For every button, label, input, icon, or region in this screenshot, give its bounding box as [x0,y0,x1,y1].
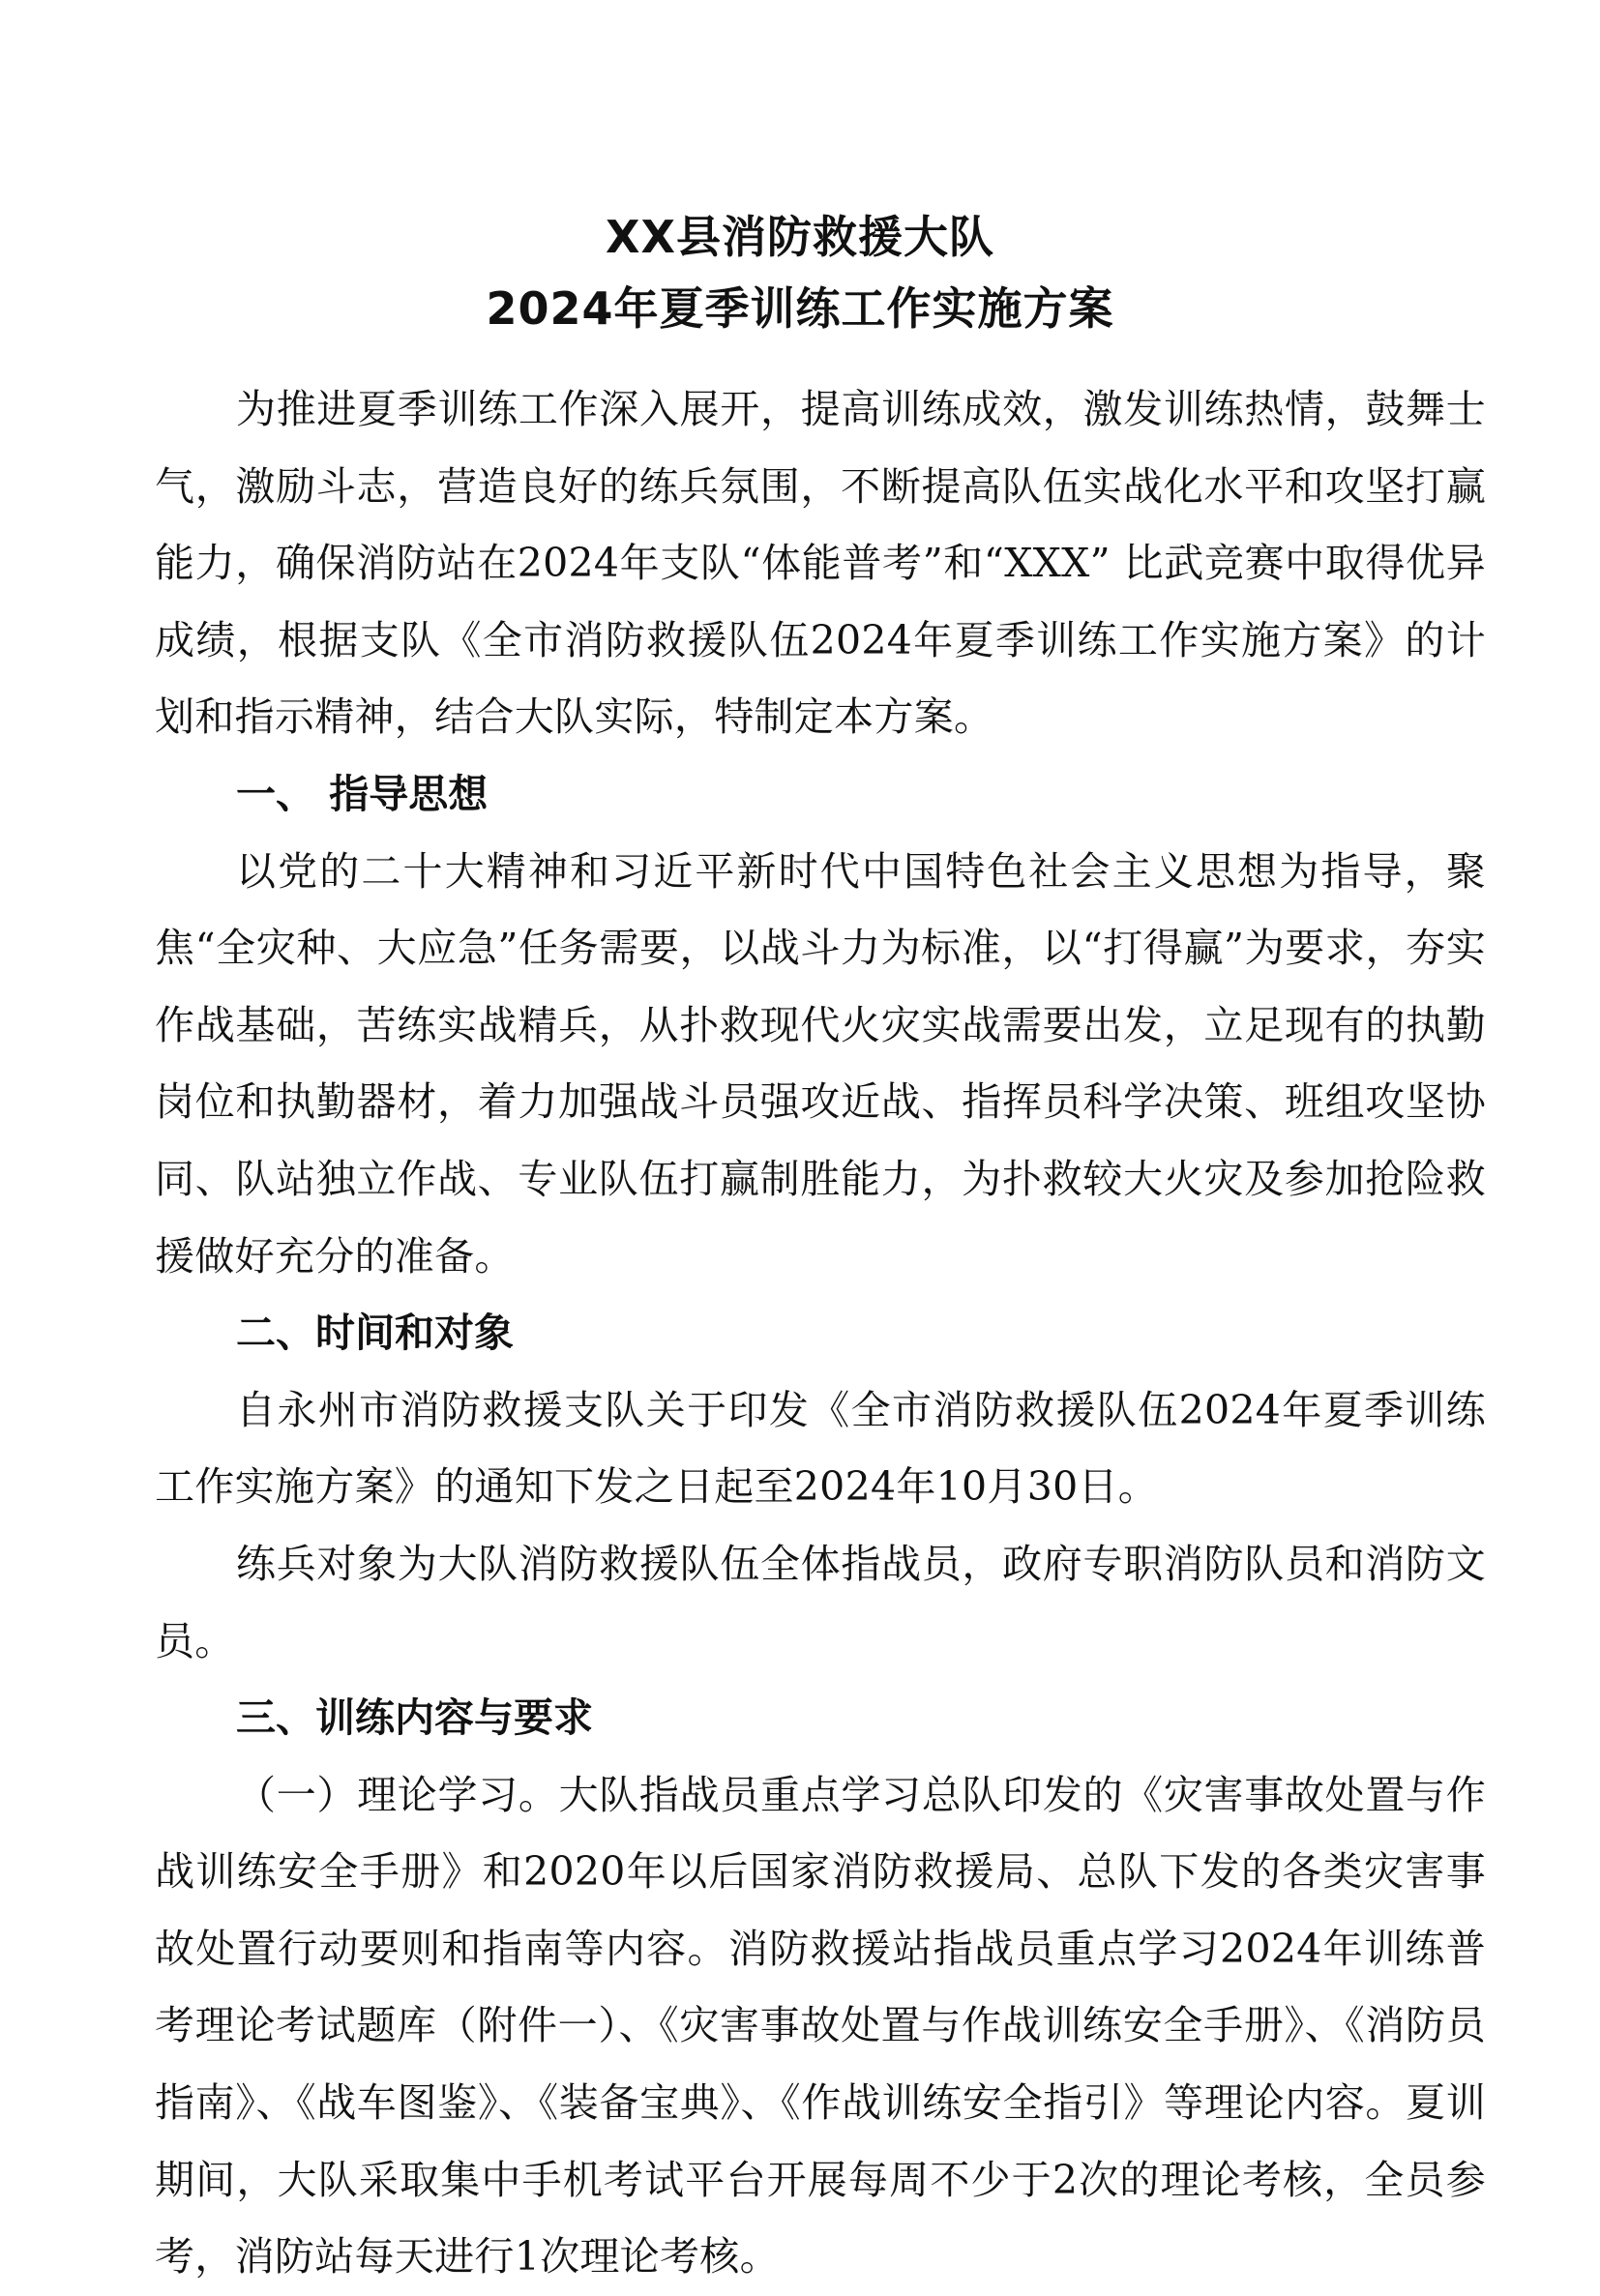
time-paragraph: 自永州市消防救援支队关于印发《全市消防救援队伍2024年夏季训练工作实施方案》的通知下发之日起至2024年10月30日。 [155,1386,1486,1511]
section-heading-time-and-targets: 二、时间和对象 [236,1310,514,1357]
targets-paragraph: 练兵对象为大队消防救援队伍全体指战员，政府专职消防队员和消防文员。 [155,1540,1486,1664]
section-heading-guiding-ideology: 一、 指导思想 [236,770,489,817]
document-title [0,201,1600,344]
guiding-ideology-paragraph: 以党的二十大精神和习近平新时代中国特色社会主义思想为指导，聚焦“全灾种、大应急”任务需要，以战斗力为标准，以“打得赢”为要求，夯实作战基础，苦练实战精兵，从扑救现代火灾实战需要出发，立足现有的执勤岗位和执勤器材，着力加强战斗员强攻近战、指挥员科学决策、班组攻坚协同、队站独立作战、专业队伍打赢制胜能力，为扑救较大火灾及参加抢险救援做好充分的准备。 [155,847,1486,1280]
title-line-1: XX县消防救援大队 [606,211,994,263]
section-heading-training-content: 三、训练内容与要求 [236,1694,593,1742]
document-body [155,371,1486,2296]
theory-study-paragraph: （一）理论学习。大队指战员重点学习总队印发的《灾害事故处置与作战训练安全手册》和2020年以后国家消防救援局、总队下发的各类灾害事故处置行动要则和指南等内容。消防救援站指战员重点学习2024年训练普考理论考试题库（附件一）、《灾害事故处置与作战训练安全手册》、《消防员指南》、《战车图鉴》、《装备宝典》、《作战训练安全指引》等理论内容。夏训期间，大队采取集中手机考试平台开展每周不少于2次的理论考核，全员参考，消防站每天进行1次理论考核。 [155,1771,1486,2281]
intro-paragraph: 为推进夏季训练工作深入展开，提高训练成效，激发训练热情，鼓舞士气，激励斗志，营造良好的练兵氛围，不断提高队伍实战化水平和攻坚打赢能力，确保消防站在2024年支队“体能普考”和“XXX” 比武竞赛中取得优异成绩，根据支队《全市消防救援队伍2024年夏季训练工作实施方案》的计划和指示精神，结合大队实际，特制定本方案。 [155,386,1486,741]
title-line-2: 2024年夏季训练工作实施方案 [486,282,1114,335]
